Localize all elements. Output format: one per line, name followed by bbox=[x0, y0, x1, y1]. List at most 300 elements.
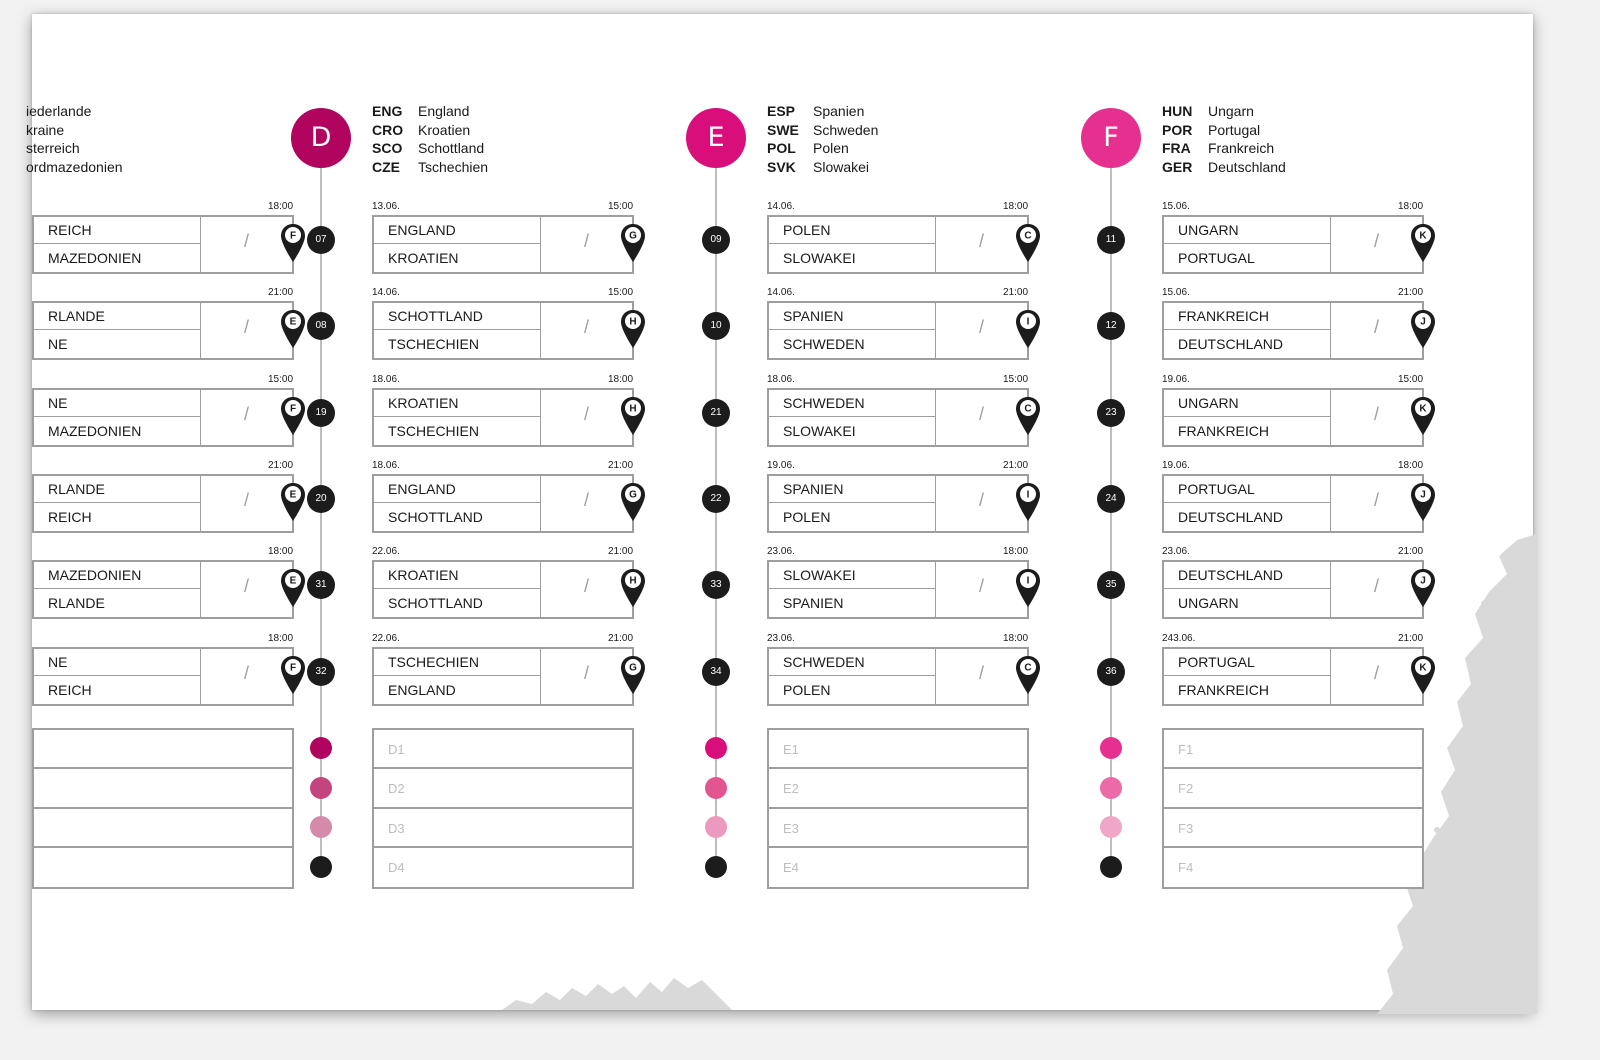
score-box bbox=[32, 388, 297, 447]
score-divider bbox=[540, 390, 541, 445]
team-name: Schottland bbox=[418, 140, 485, 156]
match-number-badge: 23 bbox=[1097, 399, 1125, 427]
score-entry-field[interactable]: / bbox=[979, 662, 985, 683]
match-row bbox=[0, 452, 311, 538]
match-number-badge: 32 bbox=[307, 658, 335, 686]
team-list bbox=[1162, 102, 1286, 176]
score-entry-field[interactable]: / bbox=[244, 662, 250, 683]
score-box bbox=[1162, 647, 1424, 706]
score-divider bbox=[935, 303, 936, 358]
venue-letter: J bbox=[1420, 489, 1426, 501]
home-team: PORTUGAL bbox=[1164, 649, 1330, 676]
score-box bbox=[32, 215, 297, 274]
match-row bbox=[291, 538, 651, 624]
match-time: 18:00 bbox=[268, 546, 294, 558]
score-entry-field[interactable]: / bbox=[584, 317, 590, 338]
team-code: ENG bbox=[372, 103, 403, 119]
match-number-badge: 07 bbox=[307, 226, 335, 254]
match-time: 18:00 bbox=[268, 201, 294, 212]
team-name: ordmazedonien bbox=[26, 158, 123, 175]
score-divider bbox=[540, 303, 541, 358]
match-date: 14.06. bbox=[372, 287, 400, 299]
score-divider bbox=[1330, 390, 1331, 445]
venue-pin-icon bbox=[1016, 224, 1040, 262]
score-divider bbox=[540, 476, 541, 531]
score-entry-field[interactable]: / bbox=[584, 489, 590, 510]
score-divider bbox=[935, 649, 936, 704]
match-number-badge: 11 bbox=[1097, 226, 1125, 254]
match-number-badge: 08 bbox=[307, 312, 335, 340]
match-time: 18:00 bbox=[1003, 632, 1029, 644]
venue-letter: H bbox=[629, 575, 637, 587]
team-code: GER bbox=[1162, 158, 1193, 175]
venue-pin-icon bbox=[1411, 483, 1435, 521]
score-divider bbox=[935, 217, 936, 272]
score-box bbox=[32, 301, 294, 360]
match-date: 22.06. bbox=[372, 632, 400, 644]
match-date: 243.06. bbox=[1162, 632, 1196, 644]
match-time: 18:00 bbox=[608, 373, 634, 385]
match-number-badge: 10 bbox=[702, 312, 730, 340]
home-team: NE bbox=[34, 390, 200, 417]
venue-pin-icon bbox=[621, 310, 645, 348]
team-name: Tschechien bbox=[418, 158, 489, 175]
team-code: SCO bbox=[372, 140, 403, 156]
ranking-slot[interactable] bbox=[34, 730, 292, 769]
match-date: 13.06. bbox=[372, 201, 400, 212]
score-divider bbox=[540, 649, 541, 704]
venue-letter: E bbox=[289, 489, 297, 501]
venue-letter: J bbox=[1420, 575, 1426, 587]
score-divider bbox=[935, 476, 936, 531]
match-number-badge: 34 bbox=[702, 658, 730, 686]
team-list bbox=[26, 102, 123, 176]
venue-pin-icon bbox=[1016, 397, 1040, 435]
match-number-badge: 24 bbox=[1097, 485, 1125, 513]
score-entry-field[interactable]: / bbox=[979, 231, 985, 251]
team-name: Portugal bbox=[1208, 121, 1261, 138]
team-code: CZE bbox=[372, 158, 400, 175]
venue-pin-icon bbox=[1016, 656, 1040, 694]
venue-letter: C bbox=[1024, 230, 1032, 242]
match-time: 21:00 bbox=[1398, 287, 1424, 299]
match-time: 21:00 bbox=[608, 459, 634, 471]
match-row bbox=[291, 193, 651, 279]
match-date: 18.06. bbox=[767, 373, 795, 385]
score-box bbox=[767, 560, 1029, 619]
match-row bbox=[291, 279, 651, 365]
score-box bbox=[372, 560, 637, 619]
score-entry-field[interactable]: / bbox=[979, 576, 985, 597]
away-team: SLOWAKEI bbox=[783, 422, 856, 439]
venue-pin-icon bbox=[621, 483, 645, 521]
home-team: RLANDE bbox=[34, 476, 200, 503]
score-entry-field[interactable]: / bbox=[584, 231, 590, 251]
match-time: 15:00 bbox=[1003, 373, 1029, 385]
match-time: 15:00 bbox=[268, 373, 294, 385]
score-entry-field[interactable]: / bbox=[244, 317, 250, 338]
venue-letter: I bbox=[1026, 316, 1030, 328]
team-name: Polen bbox=[813, 140, 849, 156]
ranking-slot[interactable]: D4 bbox=[388, 859, 405, 875]
away-team: SCHOTTLAND bbox=[388, 508, 483, 525]
score-entry-field[interactable]: / bbox=[584, 576, 590, 597]
home-team: NE bbox=[34, 649, 200, 676]
match-date: 18.06. bbox=[372, 459, 400, 471]
venue-letter: F bbox=[289, 403, 297, 415]
ranking-slot[interactable]: D2 bbox=[374, 769, 632, 808]
score-divider bbox=[1330, 217, 1331, 272]
ranking-slot[interactable]: F4 bbox=[1178, 859, 1194, 875]
score-entry-field[interactable]: / bbox=[979, 403, 985, 424]
home-team: KROATIEN bbox=[374, 390, 540, 417]
match-time: 18:00 bbox=[1398, 459, 1424, 471]
rank-dot-icon bbox=[705, 777, 727, 799]
score-box bbox=[372, 388, 637, 447]
home-team: FRANKREICH bbox=[1164, 303, 1330, 330]
team-list bbox=[372, 102, 488, 176]
venue-letter: I bbox=[1026, 489, 1030, 501]
venue-pin-icon bbox=[1411, 656, 1435, 694]
home-team: SPANIEN bbox=[769, 303, 935, 330]
score-box bbox=[767, 647, 1032, 706]
match-row bbox=[1081, 193, 1441, 279]
score-divider bbox=[1330, 649, 1331, 704]
match-row bbox=[1081, 279, 1441, 365]
away-team: UNGARN bbox=[1178, 595, 1239, 612]
group-column-d bbox=[291, 14, 651, 1010]
score-entry-field[interactable]: / bbox=[979, 317, 985, 338]
away-team: REICH bbox=[48, 508, 92, 525]
team-code: FRA bbox=[1162, 140, 1191, 156]
match-row bbox=[1081, 625, 1441, 711]
match-date: 23.06. bbox=[1162, 546, 1190, 558]
score-box bbox=[1162, 388, 1424, 447]
home-team: RLANDE bbox=[34, 303, 200, 330]
score-divider bbox=[935, 562, 936, 617]
team-code: HUN bbox=[1162, 103, 1193, 119]
team-list bbox=[767, 102, 878, 176]
match-number-badge: 09 bbox=[702, 226, 730, 254]
venue-letter: F bbox=[289, 662, 297, 673]
match-time: 21:00 bbox=[268, 287, 294, 299]
match-row bbox=[0, 279, 311, 365]
venue-pin-icon bbox=[621, 397, 645, 435]
match-number-badge: 19 bbox=[307, 399, 335, 427]
ranking-slot[interactable]: D1 bbox=[374, 730, 632, 769]
away-team: TSCHECHIEN bbox=[388, 336, 480, 353]
venue-letter: G bbox=[629, 662, 637, 673]
match-date: 15.06. bbox=[1162, 287, 1190, 299]
team-entry bbox=[767, 102, 878, 121]
match-row bbox=[0, 625, 311, 711]
match-row bbox=[1081, 538, 1441, 624]
group-badge: D bbox=[291, 108, 351, 168]
away-team: FRANKREICH bbox=[1178, 422, 1270, 439]
away-team: SCHWEDEN bbox=[783, 336, 865, 353]
venue-pin-icon bbox=[1411, 569, 1435, 607]
match-time: 15:00 bbox=[1398, 373, 1424, 385]
match-time: 21:00 bbox=[1398, 546, 1424, 558]
rank-dot-icon bbox=[705, 816, 727, 838]
match-time: 21:00 bbox=[608, 632, 634, 644]
away-team: FRANKREICH bbox=[1178, 681, 1270, 698]
venue-letter: H bbox=[629, 403, 637, 415]
team-name: England bbox=[418, 103, 470, 119]
away-team: SPANIEN bbox=[783, 595, 844, 612]
match-time: 21:00 bbox=[608, 546, 634, 558]
ranking-slot[interactable] bbox=[34, 809, 292, 848]
score-entry-field[interactable]: / bbox=[1374, 489, 1380, 510]
ranking-slot[interactable]: F3 bbox=[1164, 809, 1422, 848]
match-time: 15:00 bbox=[608, 201, 634, 212]
match-row bbox=[1081, 452, 1441, 538]
score-divider bbox=[200, 476, 201, 531]
rank-dot-icon bbox=[705, 856, 727, 878]
away-team: RLANDE bbox=[48, 595, 105, 612]
score-box bbox=[767, 215, 1032, 274]
match-date: 23.06. bbox=[767, 546, 795, 558]
score-divider bbox=[540, 562, 541, 617]
venue-letter: F bbox=[289, 230, 297, 242]
score-divider bbox=[540, 217, 541, 272]
score-entry-field[interactable]: / bbox=[584, 662, 590, 683]
away-team: SCHOTTLAND bbox=[388, 595, 483, 612]
match-row bbox=[686, 538, 1046, 624]
team-code: SVK bbox=[767, 158, 796, 175]
match-time: 18:00 bbox=[1003, 546, 1029, 558]
score-entry-field[interactable]: / bbox=[1374, 317, 1380, 338]
home-team: SCHWEDEN bbox=[769, 390, 935, 417]
group-badge: F bbox=[1081, 108, 1141, 168]
ranking-slot[interactable]: F1 bbox=[1164, 730, 1422, 769]
group-column-f bbox=[1081, 14, 1441, 1010]
team-entry bbox=[767, 121, 878, 140]
team-entry bbox=[1162, 139, 1286, 158]
match-date: 14.06. bbox=[767, 287, 795, 299]
match-time: 21:00 bbox=[1003, 459, 1029, 471]
score-box bbox=[767, 388, 1032, 447]
venue-letter: G bbox=[629, 230, 637, 242]
match-date: 15.06. bbox=[1162, 201, 1190, 212]
match-row bbox=[686, 366, 1046, 452]
score-entry-field[interactable]: / bbox=[979, 489, 985, 510]
venue-pin-icon bbox=[1016, 483, 1040, 521]
venue-pin-icon bbox=[1016, 569, 1040, 607]
score-divider bbox=[200, 217, 201, 272]
team-name: Kroatien bbox=[418, 121, 471, 138]
away-team: ENGLAND bbox=[388, 681, 456, 698]
match-number-badge: 36 bbox=[1097, 658, 1125, 686]
match-date: 19.06. bbox=[1162, 459, 1190, 471]
score-divider bbox=[1330, 476, 1331, 531]
away-team: KROATIEN bbox=[388, 250, 459, 266]
away-team: SLOWAKEI bbox=[783, 250, 856, 266]
match-date: 22.06. bbox=[372, 546, 400, 558]
away-team: NE bbox=[48, 336, 68, 353]
rank-dot-icon bbox=[705, 737, 727, 759]
rank-dot-icon bbox=[1100, 737, 1122, 759]
match-number-badge: 21 bbox=[702, 399, 730, 427]
score-entry-field[interactable]: / bbox=[244, 576, 250, 597]
team-name: Spanien bbox=[813, 103, 865, 119]
ranking-slot[interactable]: E4 bbox=[783, 859, 799, 875]
ranking-slot[interactable]: E3 bbox=[769, 809, 1027, 848]
home-team: SCHWEDEN bbox=[769, 649, 935, 676]
score-entry-field[interactable]: / bbox=[1374, 231, 1380, 251]
score-divider bbox=[1330, 562, 1331, 617]
venue-letter: G bbox=[629, 489, 637, 501]
match-row bbox=[291, 625, 651, 711]
match-time: 15:00 bbox=[608, 287, 634, 299]
rank-dot-icon bbox=[1100, 856, 1122, 878]
home-team: TSCHECHIEN bbox=[374, 649, 540, 676]
venue-pin-icon bbox=[1016, 310, 1040, 348]
rank-dot-icon bbox=[310, 737, 332, 759]
away-team: TSCHECHIEN bbox=[388, 422, 480, 439]
group-badge: E bbox=[686, 108, 746, 168]
score-entry-field[interactable]: / bbox=[244, 231, 250, 251]
match-row bbox=[0, 366, 311, 452]
match-date: 19.06. bbox=[767, 459, 795, 471]
team-code: POL bbox=[767, 140, 796, 156]
match-time: 21:00 bbox=[268, 459, 294, 471]
venue-letter: C bbox=[1024, 662, 1032, 673]
away-team: DEUTSCHLAND bbox=[1178, 336, 1284, 353]
score-entry-field[interactable]: / bbox=[244, 403, 250, 424]
ranking-slot[interactable] bbox=[34, 848, 292, 887]
score-box bbox=[1162, 474, 1424, 533]
venue-letter: H bbox=[629, 316, 637, 328]
home-team: MAZEDONIEN bbox=[34, 562, 200, 589]
score-divider bbox=[200, 562, 201, 617]
match-time: 18:00 bbox=[268, 632, 294, 644]
team-entry bbox=[372, 139, 488, 158]
match-time: 21:00 bbox=[1003, 287, 1029, 299]
match-number-badge: 35 bbox=[1097, 571, 1125, 599]
venue-letter: K bbox=[1419, 230, 1427, 242]
away-team: POLEN bbox=[783, 681, 831, 698]
venue-pin-icon bbox=[621, 656, 645, 694]
score-divider bbox=[200, 390, 201, 445]
home-team: SPANIEN bbox=[769, 476, 935, 503]
team-name: Deutschland bbox=[1208, 158, 1286, 175]
score-box bbox=[32, 560, 294, 619]
venue-pin-icon bbox=[1411, 310, 1435, 348]
home-team: SCHOTTLAND bbox=[374, 303, 540, 330]
ranking-table bbox=[767, 728, 1029, 889]
team-name: Ungarn bbox=[1208, 103, 1254, 119]
ranking-slot[interactable] bbox=[34, 769, 292, 808]
home-team: ENGLAND bbox=[374, 217, 540, 244]
ranking-slot[interactable]: D3 bbox=[374, 809, 632, 848]
venue-pin-icon bbox=[1411, 397, 1435, 435]
team-name: sterreich bbox=[26, 140, 80, 156]
venue-pin-icon bbox=[621, 569, 645, 607]
score-box bbox=[767, 301, 1029, 360]
team-name: iederlande bbox=[26, 103, 92, 119]
rank-dot-icon bbox=[1100, 816, 1122, 838]
match-row bbox=[1081, 366, 1441, 452]
venue-letter: J bbox=[1420, 316, 1426, 328]
score-box bbox=[767, 474, 1029, 533]
home-team: POLEN bbox=[769, 217, 935, 244]
team-code: SWE bbox=[767, 121, 799, 138]
match-row bbox=[686, 279, 1046, 365]
ranking-slot[interactable]: E2 bbox=[769, 769, 1027, 808]
match-number-badge: 31 bbox=[307, 571, 335, 599]
group-column-e bbox=[686, 14, 1046, 1010]
score-entry-field[interactable]: / bbox=[1374, 576, 1380, 597]
team-name: Schweden bbox=[813, 121, 879, 138]
score-entry-field[interactable]: / bbox=[584, 403, 590, 424]
team-name: kraine bbox=[26, 121, 65, 138]
match-time: 18:00 bbox=[1003, 201, 1029, 212]
team-name: Frankreich bbox=[1208, 140, 1275, 156]
venue-letter: K bbox=[1419, 403, 1427, 415]
match-time: 21:00 bbox=[1398, 632, 1424, 644]
match-row bbox=[0, 193, 311, 279]
score-box bbox=[372, 301, 637, 360]
home-team: DEUTSCHLAND bbox=[1164, 562, 1330, 589]
team-entry bbox=[1162, 158, 1286, 177]
rank-dot-icon bbox=[1100, 777, 1122, 799]
team-entry bbox=[767, 139, 878, 158]
score-entry-field[interactable]: / bbox=[1374, 403, 1380, 424]
group-column-left-fragment bbox=[0, 14, 311, 1010]
home-team: ENGLAND bbox=[374, 476, 540, 503]
venue-letter: C bbox=[1024, 403, 1032, 415]
score-box bbox=[1162, 301, 1424, 360]
away-team: PORTUGAL bbox=[1178, 250, 1255, 266]
schedule-poster bbox=[26, 14, 1533, 1010]
away-team: POLEN bbox=[783, 508, 831, 525]
ranking-slot[interactable]: F2 bbox=[1164, 769, 1422, 808]
ranking-slot[interactable]: E1 bbox=[769, 730, 1027, 769]
match-number-badge: 20 bbox=[307, 485, 335, 513]
score-box bbox=[372, 215, 634, 274]
away-team: MAZEDONIEN bbox=[48, 422, 142, 439]
venue-letter: K bbox=[1419, 662, 1427, 673]
rank-dot-icon bbox=[310, 777, 332, 799]
score-box bbox=[372, 647, 634, 706]
match-time: 18:00 bbox=[1398, 201, 1424, 212]
rank-dot-icon bbox=[310, 856, 332, 878]
match-number-badge: 22 bbox=[702, 485, 730, 513]
match-date: 23.06. bbox=[767, 632, 795, 644]
score-entry-field[interactable]: / bbox=[1374, 662, 1380, 683]
team-code: ESP bbox=[767, 103, 796, 119]
score-box bbox=[372, 474, 634, 533]
venue-letter: I bbox=[1026, 575, 1030, 587]
match-date: 18.06. bbox=[372, 373, 400, 385]
score-divider bbox=[935, 390, 936, 445]
home-team: KROATIEN bbox=[374, 562, 540, 589]
score-entry-field[interactable]: / bbox=[244, 489, 250, 510]
match-row bbox=[686, 193, 1046, 279]
match-row bbox=[291, 452, 651, 538]
venue-letter: E bbox=[289, 575, 297, 587]
team-entry bbox=[767, 158, 878, 177]
team-entry bbox=[372, 102, 488, 121]
match-number-badge: 12 bbox=[1097, 312, 1125, 340]
team-entry bbox=[1162, 121, 1286, 140]
home-team: REICH bbox=[34, 217, 200, 244]
ranking-table bbox=[32, 728, 294, 889]
score-box bbox=[32, 474, 294, 533]
team-entry bbox=[372, 121, 488, 140]
score-divider bbox=[1330, 303, 1331, 358]
